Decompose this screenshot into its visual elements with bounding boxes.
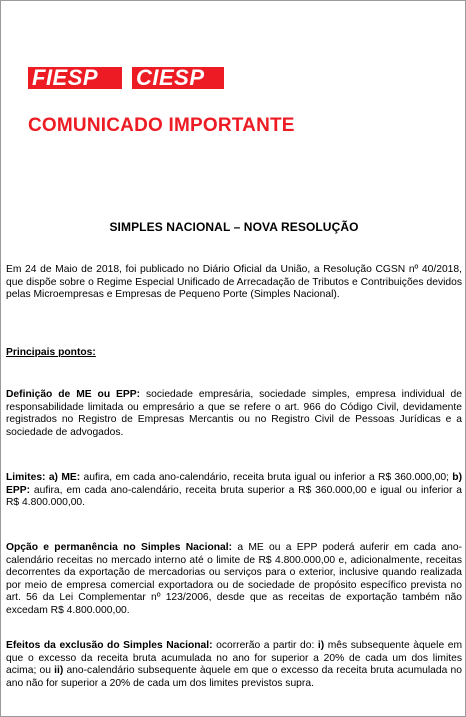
effects-text-1: ocorrerão a partir do:	[212, 640, 318, 651]
option-paragraph	[6, 542, 462, 618]
effects-paragraph	[6, 640, 462, 690]
document-title: SIMPLES NACIONAL – NOVA RESOLUÇÃO	[109, 220, 359, 234]
limits-paragraph	[6, 472, 462, 510]
definition-label: Definição de ME ou EPP:	[6, 389, 141, 400]
option-text: a ME ou a EPP poderá auferir em cada ano-calendário receitas no mercado interno até o limite de R$ 4.800.000,00 e, adicionalmente, receitas decorrentes da exportação de mercadorias ou serviços para o exterior, inclusive quando realizada por meio de empresa comercial exportadora ou de sociedade de propósito específico prevista no art. 56 da Lei Complementar nº 123/2006, desde que as receitas de exportação também não excedam R$ 4.800.000,00.	[6, 542, 463, 616]
headline: COMUNICADO IMPORTANTE	[28, 115, 295, 136]
effects-label: Efeitos da exclusão do Simples Nacional:	[6, 640, 213, 651]
option-label: Opção e permanência no Simples Nacional:	[6, 542, 233, 553]
definition-text: sociedade empresária, sociedade simples, empresa individual de responsabilidade limitada ou empresário a que se refere o art. 966 do Código Civil, devidamente registrados no Registro de Empresas Mercantis ou no Registro Civil de Pessoas Jurídicas e a sociedade de advogados.	[6, 389, 462, 438]
definition-paragraph	[6, 389, 462, 439]
effects-text-i: mês subsequente àquele em que o excesso da receita bruta acumulada no ano for superior a 20% de cada um dos limites acima; ou	[6, 640, 463, 677]
intro-paragraph: Em 24 de Maio de 2018, foi publicado no Diário Oficial da União, a Resolução CGSN nº 40/2018, que dispõe sobre o Regime Especial Unificado de Arrecadação de Tributos e Contribuições devidos pelas Microempresas e Empresas de Pequeno Porte (Simples Nacional).	[6, 264, 462, 301]
effects-text-ii: ano-calendário subsequente àquele em que o excesso da receita bruta acumulada no ano não for superior a 20% de cada um dos limites previstos supra.	[6, 665, 462, 689]
limits-label-b: b) EPP:	[6, 472, 462, 496]
section-heading: Principais pontos:	[6, 347, 96, 358]
effects-label-i: i)	[317, 640, 325, 651]
effects-label-ii: ii)	[54, 665, 64, 677]
logo-group	[28, 67, 224, 89]
fiesp-logo: FIESP	[28, 67, 122, 89]
ciesp-logo: CIESP	[132, 67, 224, 89]
limits-text-b: aufira, em cada ano-calendário, receita bruta superior a R$ 360.000,00 e igual ou inferior a R$ 4.800.000,00.	[6, 484, 462, 509]
limits-label: Limites: a) ME:	[6, 472, 81, 483]
limits-text-a: aufira, em cada ano-calendário, receita bruta igual ou inferior a R$ 360.000,00;	[80, 472, 453, 483]
